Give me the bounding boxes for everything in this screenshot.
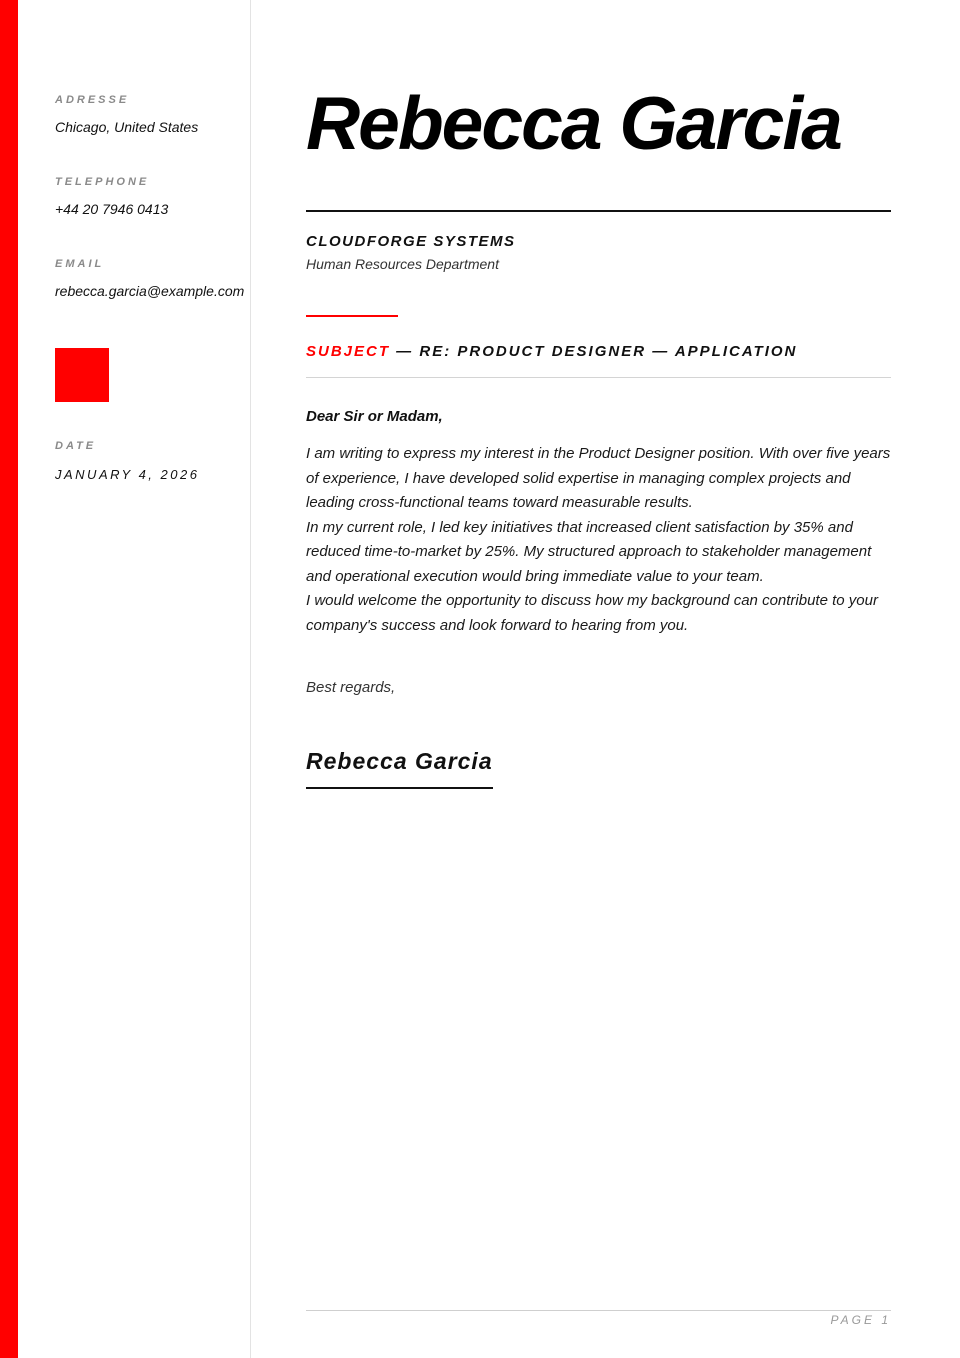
subject-divider: [306, 377, 891, 378]
body-paragraph: In my current role, I led key initiatives that increased client satisfaction by 35% and reduced time-to-market by 25%. My structured approach to stakeholder management and operational execution would bring immediate value to your team.: [306, 518, 872, 585]
date-label: DATE: [55, 440, 97, 452]
accent-bar: [0, 0, 18, 1358]
subject-key: SUBJECT: [306, 343, 391, 360]
subject-line: [306, 343, 797, 360]
letter-body: [306, 442, 896, 638]
header-divider: [306, 210, 891, 212]
address-label: ADRESSE: [55, 94, 130, 106]
recipient-department: Human Resources Department: [306, 256, 499, 272]
accent-square: [55, 348, 109, 402]
signature: Rebecca Garcia: [306, 748, 493, 789]
address-value: Chicago, United States: [55, 119, 199, 135]
recipient-company: CLOUDFORGE SYSTEMS: [306, 233, 516, 250]
footer-divider: [306, 1310, 891, 1311]
email-label: EMAIL: [55, 258, 105, 270]
sender-name: Rebecca Garcia: [306, 81, 841, 165]
subject-text: RE: PRODUCT DESIGNER — APPLICATION: [419, 343, 798, 360]
page-number: PAGE 1: [830, 1313, 891, 1327]
salutation: Dear Sir or Madam,: [306, 408, 443, 425]
telephone-value: +44 20 7946 0413: [55, 201, 169, 217]
subject-accent-rule: [306, 315, 398, 317]
telephone-label: TELEPHONE: [55, 176, 150, 188]
body-paragraph: I would welcome the opportunity to discuss how my background can contribute to your company's success and look forward to hearing from you.: [306, 592, 878, 634]
email-value: rebecca.garcia@example.com: [55, 283, 245, 299]
subject-separator: —: [390, 343, 420, 360]
date-value: JANUARY 4, 2026: [55, 467, 200, 482]
body-paragraph: I am writing to express my interest in the Product Designer position. With over five years of experience, I have developed solid expertise in managing complex projects and leading cross-functional teams toward measurable results.: [306, 445, 891, 511]
sidebar: [18, 0, 251, 1358]
closing: Best regards,: [306, 679, 396, 696]
